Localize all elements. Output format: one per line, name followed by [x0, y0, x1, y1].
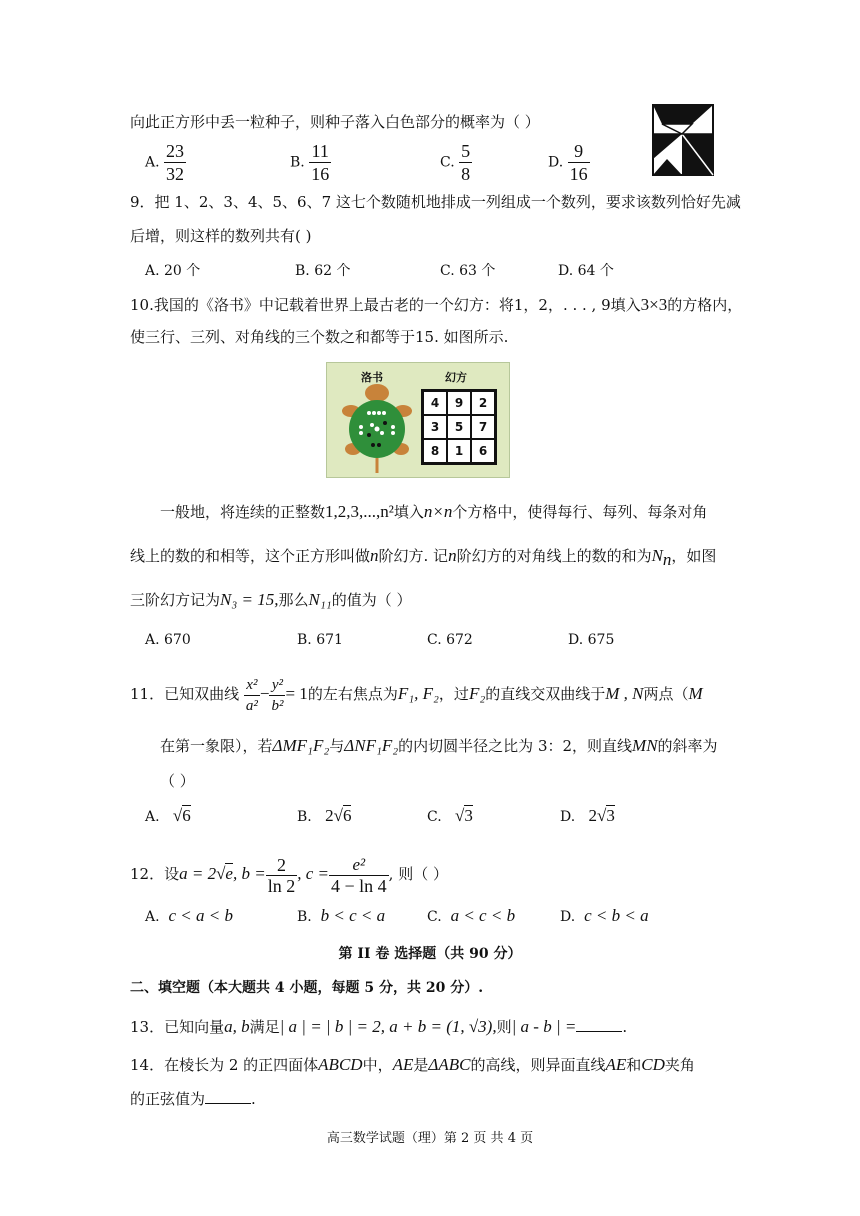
q8-option-c: C. $\frac{5}{8}$ [440, 141, 471, 184]
q12-line: 12．设a = 2√e, b = $\frac{2}{\ln 2}$ , c = $\frac{\text{e²}}{4 - \ln 4}$ , 则（ ） [130, 854, 448, 896]
magic-cell: 2 [471, 391, 495, 415]
q10-para-line2: 线上的数的和相等，这个正方形叫做n阶幻方. 记n阶幻方的对角线上的数的和为$N_n$，如图 [130, 546, 717, 569]
q9-option-d: D. 64 个 [558, 263, 614, 279]
magic-square-title: 幻方 [445, 371, 467, 384]
q12-option-d: D. c < b < a [560, 906, 649, 925]
magic-cell: 9 [447, 391, 471, 415]
q14-line2: 的正弦值为 . [130, 1090, 256, 1108]
part2-heading: 二、填空题（本大题共 4 小题，每题 5 分，共 20 分）. [130, 980, 484, 996]
q11-option-d: D. 2√3 [560, 806, 615, 825]
q12-option-b: B. b < c < a [297, 906, 386, 925]
q10-option-a: A. 670 [145, 632, 191, 648]
turtle-icon [339, 383, 415, 475]
q10-option-c: C. 672 [427, 632, 473, 648]
q13-line: 13．已知向量a, b满足| a | = | b | = 2, a + b = (1, √3),则| a - b | = . [130, 1017, 628, 1036]
q14-line1: 14．在棱长为 2 的正四面体ABCD中，AE是ΔABC的高线，则异面直线AE和CD夹角 [130, 1055, 695, 1074]
q9-option-b: B. 62 个 [295, 263, 351, 279]
q8-option-d: D. $\frac{9}{16}$ [548, 141, 588, 184]
magic-cell: 8 [423, 439, 447, 463]
q10-line2: 使三行、三列、对角线的三个数之和都等于15. 如图所示. [130, 328, 509, 346]
q9-line1: 9．把 1、2、3、4、5、6、7 这七个数随机地排成一列组成一个数列，要求该数列恰好先减 [130, 193, 741, 211]
luoshu-title: 洛书 [361, 371, 383, 384]
section-title: 第 II 卷 选择题（共 90 分） [338, 946, 522, 962]
q8-option-b: B. $\frac{11}{16}$ [290, 141, 330, 184]
q13-answer-blank[interactable] [576, 1017, 622, 1032]
magic-square-grid [421, 389, 497, 465]
q8-stem: 向此正方形中丢一粒种子，则种子落入白色部分的概率为（ ） [130, 113, 540, 131]
q12-option-c: C. a < c < b [427, 906, 516, 925]
q11-line1: 11．已知双曲线 $\frac{\text{x²}}{\text{a²}}$ − $\frac{\text{y²}}{\text{b²}}$ = 1的左右焦点为F₁, F₂，过F₂的直线交双曲线于M , N两点（M [130, 676, 703, 714]
q9-option-a: A. 20 个 [145, 263, 201, 279]
luoshu-figure [326, 362, 510, 478]
q10-option-d: D. 675 [568, 632, 615, 648]
tangram-figure [652, 104, 714, 176]
q10-option-b: B. 671 [297, 632, 343, 648]
magic-cell: 5 [447, 415, 471, 439]
q11-line2: 在第一象限），若ΔMF₁F₂与ΔNF₁F₂的内切圆半径之比为 3：2，则直线MN的斜率为 [160, 736, 718, 755]
magic-cell: 3 [423, 415, 447, 439]
magic-cell: 4 [423, 391, 447, 415]
q8-option-a: A. $\frac{23}{32}$ [145, 141, 185, 184]
q11-option-c: C. √3 [427, 806, 473, 825]
page-footer: 高三数学试题（理）第 2 页 共 4 页 [326, 1131, 534, 1146]
q10-line1: 10.我国的《洛书》中记载着世界上最古老的一个幻方：将1，2，. . . , 9填入3×3的方格内， [130, 295, 743, 314]
q9-line2: 后增，则这样的数列共有( ) [130, 227, 312, 245]
q10-para-line1: 一般地，将连续的正整数1,2,3,...,n²填入n×n个方格中，使得每行、每列、每条对角 [160, 502, 708, 521]
q10-para-line3: 三阶幻方记为N₃ = 15,那么N₁₁的值为（ ） [130, 590, 412, 609]
q9-option-c: C. 63 个 [440, 263, 496, 279]
magic-cell: 7 [471, 415, 495, 439]
magic-cell: 6 [471, 439, 495, 463]
magic-cell: 1 [447, 439, 471, 463]
q11-line3: （ ） [160, 772, 195, 790]
q11-option-a: A. √6 [145, 806, 191, 825]
q11-option-b: B. 2√6 [297, 806, 352, 825]
q12-option-a: A. c < a < b [145, 906, 233, 925]
q14-answer-blank[interactable] [205, 1089, 251, 1104]
